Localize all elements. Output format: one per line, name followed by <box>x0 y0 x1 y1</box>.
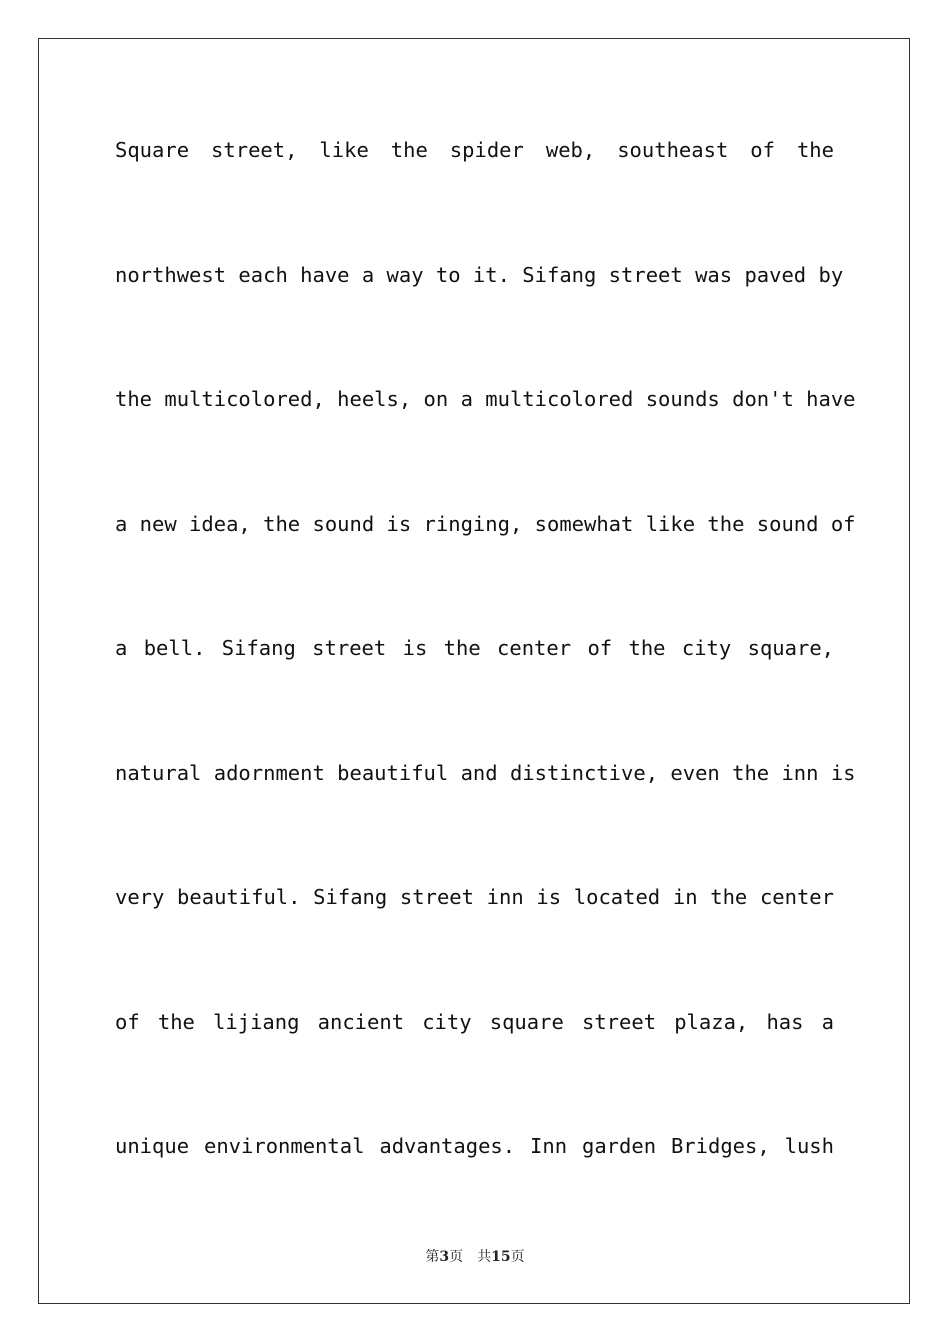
total-pages-number: 15 <box>491 1249 511 1265</box>
body-text <box>115 124 856 1245</box>
text-line-8: of the lijiang ancient city square street plaza, has a <box>115 1009 834 1034</box>
text-line-9: unique environmental advantages. Inn garden Bridges, lush <box>115 1134 834 1158</box>
text-line-6: natural adornment beautiful and distinctive, even the inn is <box>115 760 856 785</box>
total-prefix: 共 <box>477 1249 492 1265</box>
text-line-3: the multicolored, heels, on a multicolored sounds don't have <box>115 387 856 411</box>
text-line-5: a bell. Sifang street is the center of the city square, <box>115 636 834 660</box>
text-line-4: a new idea, the sound is ringing, somewhat like the sound of <box>115 511 856 536</box>
page-prefix: 第 <box>425 1249 440 1265</box>
total-suffix: 页 <box>510 1249 525 1265</box>
text-line-7: very beautiful. Sifang street inn is located in the center <box>115 885 834 909</box>
text-line-2: northwest each have a way to it. Sifang street was paved by <box>115 262 844 287</box>
page-footer <box>0 1246 950 1266</box>
text-line-1: Square street, like the spider web, southeast of the <box>115 138 834 162</box>
current-page-number: 3 <box>439 1249 450 1265</box>
page-suffix: 页 <box>449 1249 464 1265</box>
